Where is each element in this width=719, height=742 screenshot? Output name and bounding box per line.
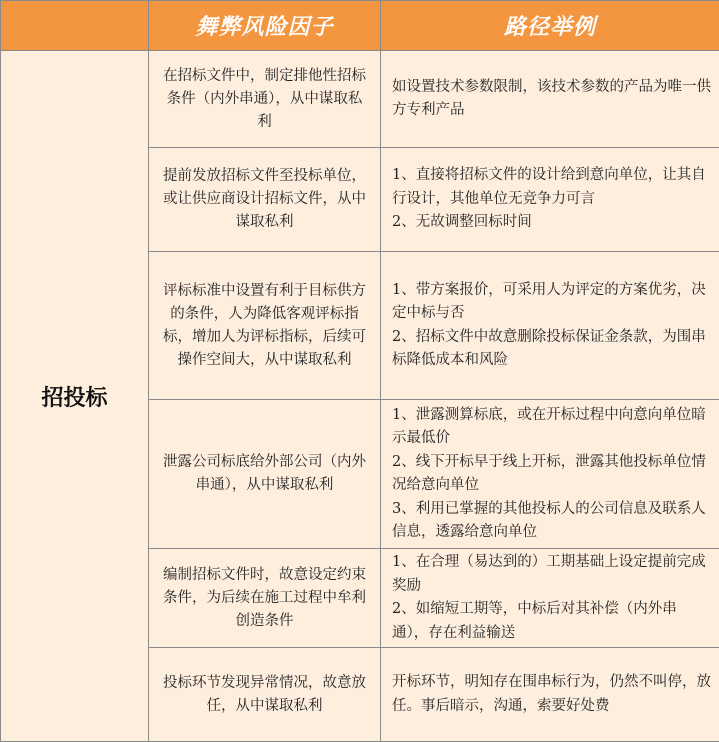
example-cell xyxy=(381,148,719,252)
factor-cell: 在招标文件中，制定排他性招标条件（内外串通），从中谋取私利 xyxy=(149,51,381,148)
example-cell xyxy=(381,400,719,549)
example-cell xyxy=(381,549,719,648)
example-line: 1、直接将招标文件的设计给到意向单位，让其自行设计，其他单位无竞争力可言 xyxy=(392,164,711,211)
header-example: 路径举例 xyxy=(381,1,719,51)
factor-cell: 编制招标文件时，故意设定约束条件，为后续在施工过程中牟利创造条件 xyxy=(149,549,381,648)
example-cell xyxy=(381,51,719,148)
example-line: 1、泄露测算标底，或在开标过程中向意向单位暗示最低价 xyxy=(392,404,711,451)
table-row xyxy=(1,51,719,148)
factor-cell: 泄露公司标底给外部公司（内外串通），从中谋取私利 xyxy=(149,400,381,549)
example-line: 如设置技术参数限制，该技术参数的产品为唯一供方专利产品 xyxy=(392,76,711,123)
header-factor: 舞弊风险因子 xyxy=(149,1,381,51)
header-category xyxy=(1,1,149,51)
example-line: 2、如缩短工期等，中标后对其补偿（内外串通），存在利益输送 xyxy=(392,598,711,645)
example-cell xyxy=(381,648,719,742)
factor-cell: 投标环节发现异常情况，故意放任，从中谋取私利 xyxy=(149,648,381,742)
example-line: 开标环节，明知存在围串标行为，仍然不叫停，放任。事后暗示，沟通，索要好处费 xyxy=(392,671,711,718)
header-row xyxy=(1,1,719,51)
category-cell: 招投标 xyxy=(1,51,149,742)
example-cell xyxy=(381,252,719,400)
example-line: 3、利用已掌握的其他投标人的公司信息及联系人信息，透露给意向单位 xyxy=(392,498,711,545)
example-line: 1、在合理（易达到的）工期基础上设定提前完成奖励 xyxy=(392,551,711,598)
example-line: 2、招标文件中故意删除投标保证金条款，为围串标降低成本和风险 xyxy=(392,326,711,373)
example-line: 2、无故调整回标时间 xyxy=(392,211,711,235)
factor-cell: 评标标准中设置有利于目标供方的条件，人为降低客观评标指标，增加人为评标指标，后续可操作空间大，从中谋取私利 xyxy=(149,252,381,400)
example-line: 2、线下开标早于线上开标，泄露其他投标单位情况给意向单位 xyxy=(392,451,711,498)
factor-cell: 提前发放招标文件至投标单位，或让供应商设计招标文件，从中谋取私利 xyxy=(149,148,381,252)
example-line: 1、带方案报价，可采用人为评定的方案优劣，决定中标与否 xyxy=(392,279,711,326)
